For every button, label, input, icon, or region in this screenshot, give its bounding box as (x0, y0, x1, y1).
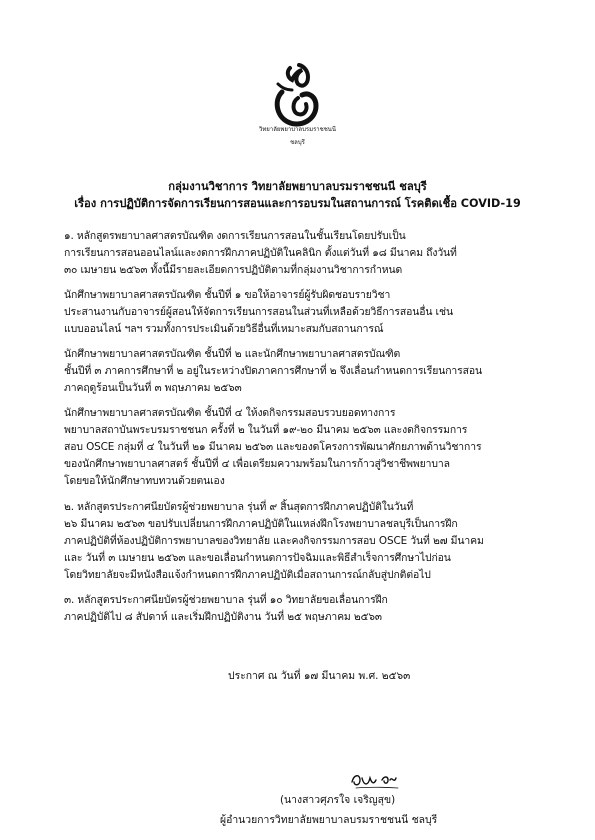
body-line: ๒. หลักสูตรประกาศนียบัตรผู้ช่วยพยาบาล รุ่นที่ ๙ สิ้นสุดการฝึกภาคปฏิบัติในวันที่ (64, 501, 414, 513)
body-line: และ วันที่ ๓ เมษายน ๒๕๖๓ และขอเลื่อนกำหนดการปัจฉิมและพิธีสำเร็จการศึกษาไปก่อน (64, 552, 451, 564)
body-line: ๓๐ เมษายน ๒๕๖๓ ทั้งนี้มีรายละเอียดการปฏิบัติตามที่กลุ่มงานวิชาการกำหนด (64, 264, 403, 276)
body-line: นักศึกษาพยาบาลศาสตรบัณฑิต ชั้นปีที่ ๒ และนักศึกษาพยาบาลศาสตรบัณฑิต (64, 348, 401, 360)
body-line: แบบออนไลน์ ฯลฯ รวมทั้งการประเมินด้วยวิธีอื่นที่เหมาะสมกับสถานการณ์ (64, 323, 384, 335)
body-line: ๒๖ มีนาคม ๒๕๖๓ ขอปรับเปลี่ยนการฝึกภาคปฏิบัติในแหล่งฝึกโรงพยาบาลชลบุรีเป็นการฝึก (64, 518, 458, 530)
announcement-date: ประกาศ ณ วันที่ ๑๗ มีนาคม พ.ศ. ๒๕๖๓ (228, 670, 411, 682)
body-line: พยาบาลสถาบันพระบรมราชชนก ครั้งที่ ๒ ในวันที่ ๑๙-๒๐ มีนาคม ๒๕๖๓ และงดกิจกรรมการ (64, 424, 468, 436)
body-line: ของนักศึกษาพยาบาลศาสตร์ ชั้นปีที่ ๔ เพื่อเตรียมความพร้อมในการก้าวสู่วิชาชีพพยาบาล (64, 458, 450, 470)
body-line: โดยขอให้นักศึกษาทบทวนด้วยตนเอง (64, 475, 225, 487)
body-line: ภาคปฏิบัติไป ๘ สัปดาห์ และเริ่มฝึกปฏิบัติงาน วันที่ ๒๕ พฤษภาคม ๒๕๖๓ (64, 611, 382, 623)
body-line: นักศึกษาพยาบาลศาสตรบัณฑิต ชั้นปีที่ ๑ ขอให้อาจารย์ผู้รับผิดชอบรายวิชา (64, 289, 391, 301)
college-emblem-icon (268, 62, 326, 128)
body-line: ภาคปฏิบัติที่ห้องปฏิบัติการพยาบาลของวิทยาลัย และคงกิจกรรมการสอบ OSCE วันที่ ๒๗ มีนาคม (64, 535, 484, 547)
body-line: ประสานงานกับอาจารย์ผู้สอนให้จัดการเรียนการสอนในส่วนที่เหลือด้วยวิธีการสอนอื่น เช่น (64, 306, 453, 318)
signer-name: (นางสาวศุภรใจ เจริญสุข) (280, 794, 396, 806)
body-line: ชั้นปีที่ ๓ ภาคการศึกษาที่ ๒ อยู่ในระหว่างปิดภาคการศึกษาที่ ๒ จึงเลื่อนกำหนดการเรียนการสอน (64, 365, 483, 377)
department-heading: กลุ่มงานวิชาการ วิทยาลัยพยาบาลบรมราชชนนี ชลบุรี (168, 180, 427, 193)
body-line: การเรียนการสอนออนไลน์และงดการฝึกภาคปฏิบัติในคลินิก ตั้งแต่วันที่ ๑๘ มีนาคม ถึงวันที่ (64, 247, 457, 259)
emblem-city: ชลบุรี (290, 139, 305, 146)
body-line: ๑. หลักสูตรพยาบาลศาสตรบัณฑิต งดการเรียนการสอนในชั้นเรียนโดยปรับเป็น (64, 230, 406, 242)
emblem-college-name: วิทยาลัยพยาบาลบรมราชชนนี (258, 126, 337, 133)
body-line: ๓. หลักสูตรประกาศนียบัตรผู้ช่วยพยาบาล รุ่นที่ ๑๐ วิทยาลัยขอเลื่อนการฝึก (64, 594, 388, 606)
signature (348, 768, 408, 790)
body-line: ภาคฤดูร้อนเป็นวันที่ ๓ พฤษภาคม ๒๕๖๓ (64, 382, 242, 394)
body-line: สอบ OSCE กลุ่มที่ ๔ ในวันที่ ๒๑ มีนาคม ๒๕๖๓ และของดโครงการพัฒนาศักยภาพด้านวิชาการ (64, 441, 482, 453)
subject-heading: เรื่อง การปฏิบัติการจัดการเรียนการสอนและการอบรมในสถานการณ์ โรคติดเชื้อ COVID-19 (74, 197, 521, 210)
signer-title: ผู้อำนวยการวิทยาลัยพยาบาลบรมราชชนนี ชลบุรี (220, 814, 438, 826)
body-line: โดยวิทยาลัยจะมีหนังสือแจ้งกำหนดการฝึกภาคปฏิบัติเมื่อสถานการณ์กลับสู่ปกติต่อไป (64, 569, 431, 581)
body-line: นักศึกษาพยาบาลศาสตรบัณฑิต ชั้นปีที่ ๔ ให้งดกิจกรรมสอบรวบยอดทางการ (64, 407, 396, 419)
